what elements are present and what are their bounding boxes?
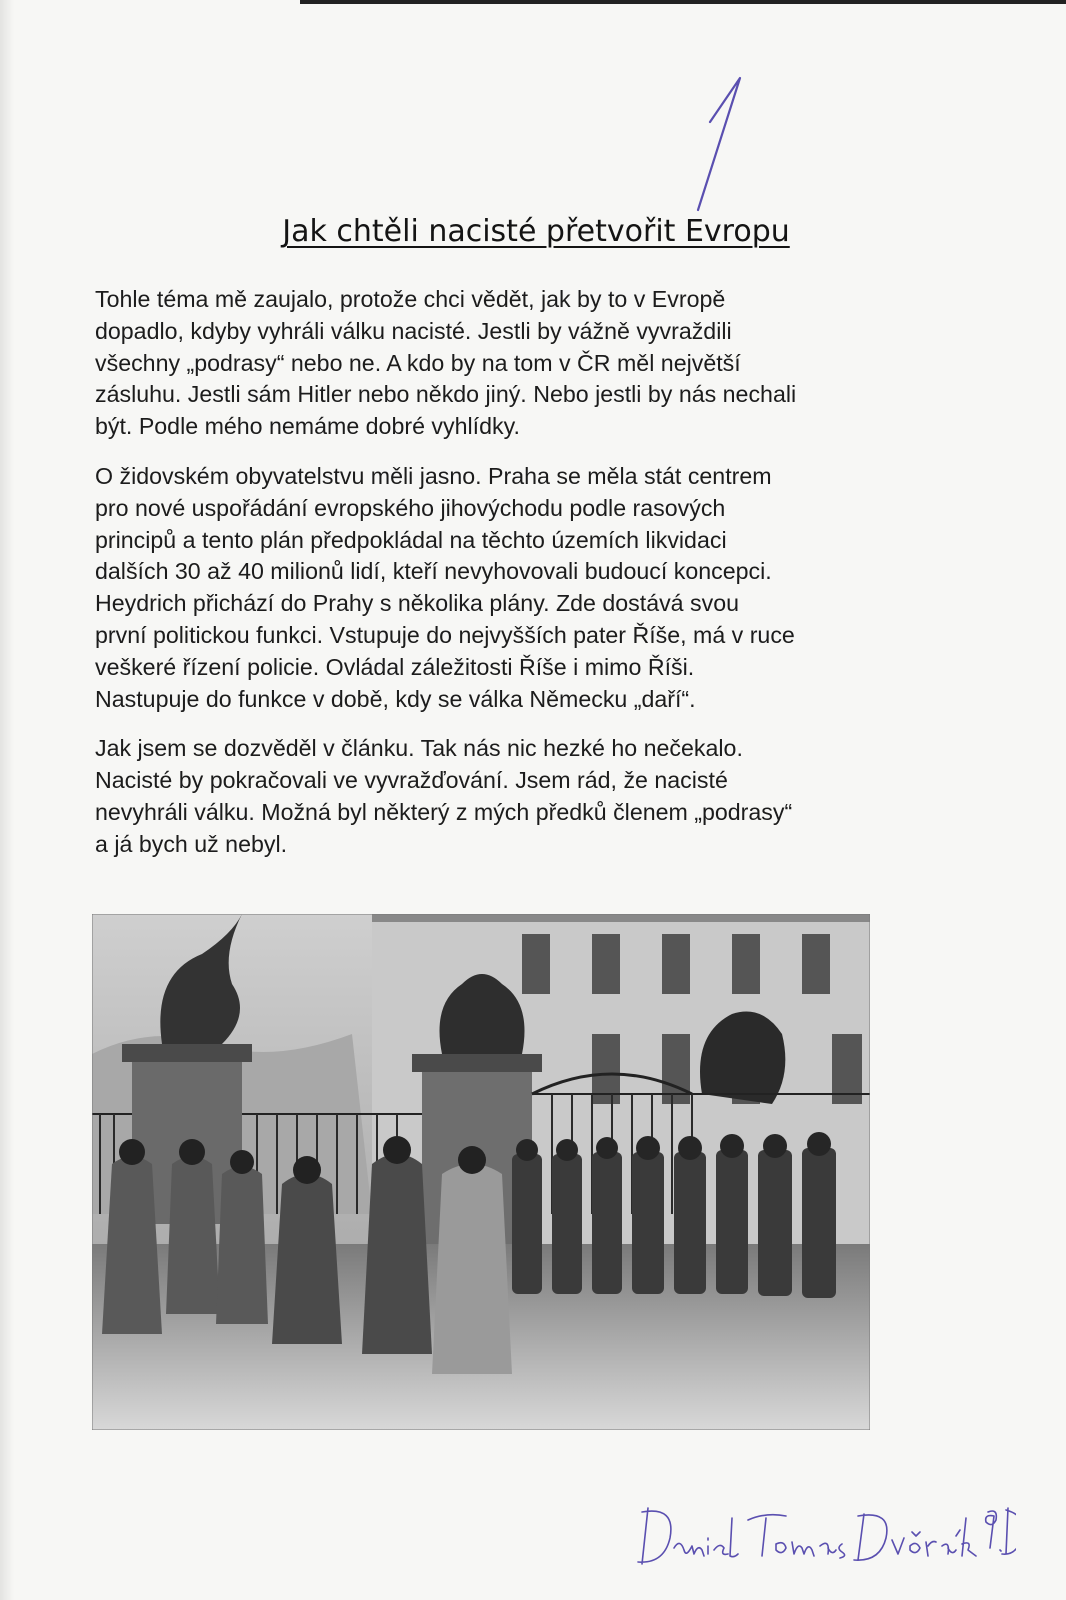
photo-illustration (92, 914, 870, 1430)
handwritten-signature (636, 1498, 1016, 1572)
page-title: Jak chtěli nacisté přetvořit Evropu (282, 214, 790, 249)
page-number-drawing (690, 70, 760, 220)
paragraph-3: Jak jsem se dozvěděl v článku. Tak nás nic hezké ho nečekalo. Nacisté by pokračovali ve vyvražďování. Jsem rád, že nacisté nevyhráli válku. Možná byl některý z mých předků členem „podrasy“ a já bych už nebyl. (95, 735, 793, 857)
signature-drawing (636, 1498, 1016, 1572)
paragraph-2: O židovském obyvatelstvu měli jasno. Praha se měla stát centrem pro nové uspořádání evropského jihovýchodu podle rasových principů a tento plán předpokládal na těchto územích likvidaci dalších 30 až 40 milionů lidí, kteří nevyhovovali budoucí koncepci. Heydrich přichází do Prahy s několika plány. Zde dostává svou první politickou funkci. Vstupuje do nejvyšších pater Říše, má v ruce veškeré řízení policie. Ovládal záležitosti Říše i mimo Říši. Nastupuje do funkce v době, kdy se válka Německu „daří“. (95, 462, 795, 712)
historical-photo (92, 914, 870, 1430)
article-body (95, 284, 975, 879)
paragraph-1: Tohle téma mě zaujalo, protože chci vědět, jak by to v Evropě dopadlo, kdyby vyhráli válku nacisté. Jestli by vážně vyvraždili všechny „podrasy“ nebo ne. A kdo by na tom v ČR měl největší zásluhu. Jestli sám Hitler nebo někdo jiný. Nebo jestli by nás nechali být. Podle mého nemáme dobré vyhlídky. (95, 286, 797, 440)
handwritten-page-number (690, 70, 760, 220)
scan-top-edge (300, 0, 1066, 4)
